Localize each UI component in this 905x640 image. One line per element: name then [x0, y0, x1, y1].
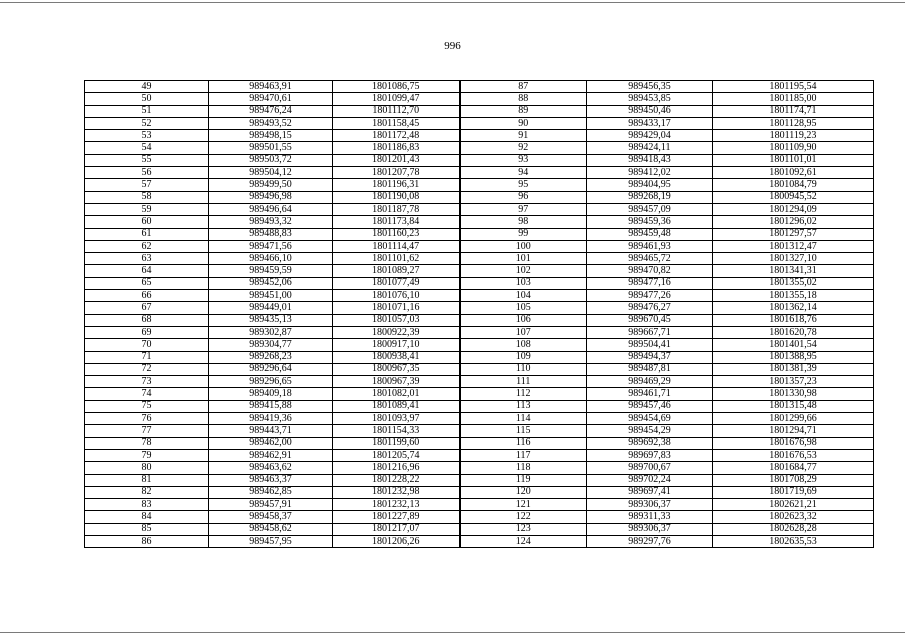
x-coordinate-cell: 989477,16 — [587, 277, 713, 289]
point-number-cell: 86 — [85, 535, 209, 547]
y-coordinate-cell: 1801195,54 — [713, 81, 874, 93]
point-number-cell: 63 — [85, 253, 209, 265]
x-coordinate-cell: 989461,93 — [587, 240, 713, 252]
y-coordinate-cell: 1802635,53 — [713, 535, 874, 547]
y-coordinate-cell: 1802628,28 — [713, 523, 874, 535]
x-coordinate-cell: 989296,65 — [209, 376, 333, 388]
table-row — [85, 81, 874, 93]
point-number-cell: 73 — [85, 376, 209, 388]
y-coordinate-cell: 1801201,43 — [333, 154, 460, 166]
y-coordinate-cell: 1800922,39 — [333, 326, 460, 338]
y-coordinate-cell: 1802623,32 — [713, 511, 874, 523]
point-number-cell: 81 — [85, 474, 209, 486]
x-coordinate-cell: 989692,38 — [587, 437, 713, 449]
x-coordinate-cell: 989462,91 — [209, 449, 333, 461]
x-coordinate-cell: 989470,61 — [209, 93, 333, 105]
y-coordinate-cell: 1801084,79 — [713, 179, 874, 191]
y-coordinate-cell: 1802621,21 — [713, 499, 874, 511]
x-coordinate-cell: 989494,37 — [587, 351, 713, 363]
y-coordinate-cell: 1801186,83 — [333, 142, 460, 154]
point-number-cell: 58 — [85, 191, 209, 203]
y-coordinate-cell: 1801160,23 — [333, 228, 460, 240]
table-row — [85, 290, 874, 302]
y-coordinate-cell: 1801173,84 — [333, 216, 460, 228]
x-coordinate-cell: 989700,67 — [587, 462, 713, 474]
point-number-cell: 51 — [85, 105, 209, 117]
table-row — [85, 228, 874, 240]
table-row — [85, 167, 874, 179]
point-number-cell: 105 — [460, 302, 587, 314]
point-number-cell: 103 — [460, 277, 587, 289]
table-row — [85, 216, 874, 228]
point-number-cell: 69 — [85, 326, 209, 338]
y-coordinate-cell: 1801355,02 — [713, 277, 874, 289]
x-coordinate-cell: 989457,46 — [587, 400, 713, 412]
x-coordinate-cell: 989499,50 — [209, 179, 333, 191]
y-coordinate-cell: 1801327,10 — [713, 253, 874, 265]
y-coordinate-cell: 1801294,71 — [713, 425, 874, 437]
point-number-cell: 68 — [85, 314, 209, 326]
y-coordinate-cell: 1801093,97 — [333, 413, 460, 425]
point-number-cell: 123 — [460, 523, 587, 535]
point-number-cell: 91 — [460, 130, 587, 142]
x-coordinate-cell: 989496,64 — [209, 203, 333, 215]
x-coordinate-cell: 989477,26 — [587, 290, 713, 302]
y-coordinate-cell: 1801092,61 — [713, 167, 874, 179]
x-coordinate-cell: 989493,32 — [209, 216, 333, 228]
x-coordinate-cell: 989504,12 — [209, 167, 333, 179]
x-coordinate-cell: 989670,45 — [587, 314, 713, 326]
y-coordinate-cell: 1800945,52 — [713, 191, 874, 203]
y-coordinate-cell: 1801216,96 — [333, 462, 460, 474]
point-number-cell: 55 — [85, 154, 209, 166]
point-number-cell: 100 — [460, 240, 587, 252]
y-coordinate-cell: 1801185,00 — [713, 93, 874, 105]
point-number-cell: 75 — [85, 400, 209, 412]
x-coordinate-cell: 989463,91 — [209, 81, 333, 93]
y-coordinate-cell: 1801388,95 — [713, 351, 874, 363]
x-coordinate-cell: 989503,72 — [209, 154, 333, 166]
x-coordinate-cell: 989412,02 — [587, 167, 713, 179]
point-number-cell: 102 — [460, 265, 587, 277]
table-row — [85, 486, 874, 498]
x-coordinate-cell: 989454,69 — [587, 413, 713, 425]
point-number-cell: 65 — [85, 277, 209, 289]
x-coordinate-cell: 989311,33 — [587, 511, 713, 523]
y-coordinate-cell: 1801205,74 — [333, 449, 460, 461]
x-coordinate-cell: 989268,19 — [587, 191, 713, 203]
point-number-cell: 96 — [460, 191, 587, 203]
y-coordinate-cell: 1801296,02 — [713, 216, 874, 228]
point-number-cell: 95 — [460, 179, 587, 191]
point-number-cell: 119 — [460, 474, 587, 486]
table-row — [85, 437, 874, 449]
point-number-cell: 74 — [85, 388, 209, 400]
point-number-cell: 72 — [85, 363, 209, 375]
point-number-cell: 93 — [460, 154, 587, 166]
x-coordinate-cell: 989453,85 — [587, 93, 713, 105]
y-coordinate-cell: 1801190,08 — [333, 191, 460, 203]
y-coordinate-cell: 1801089,27 — [333, 265, 460, 277]
page-number: 996 — [444, 40, 461, 52]
x-coordinate-cell: 989462,85 — [209, 486, 333, 498]
table-row — [85, 154, 874, 166]
x-coordinate-cell: 989419,36 — [209, 413, 333, 425]
y-coordinate-cell: 1801128,95 — [713, 117, 874, 129]
point-number-cell: 104 — [460, 290, 587, 302]
x-coordinate-cell: 989435,13 — [209, 314, 333, 326]
y-coordinate-cell: 1801294,09 — [713, 203, 874, 215]
x-coordinate-cell: 989667,71 — [587, 326, 713, 338]
y-coordinate-cell: 1801154,33 — [333, 425, 460, 437]
table-row — [85, 425, 874, 437]
point-number-cell: 94 — [460, 167, 587, 179]
y-coordinate-cell: 1801114,47 — [333, 240, 460, 252]
table-row — [85, 462, 874, 474]
table-row — [85, 363, 874, 375]
y-coordinate-cell: 1801708,29 — [713, 474, 874, 486]
table-row — [85, 130, 874, 142]
table-row — [85, 474, 874, 486]
table-row — [85, 339, 874, 351]
x-coordinate-cell: 989452,06 — [209, 277, 333, 289]
point-number-cell: 117 — [460, 449, 587, 461]
table-row — [85, 535, 874, 547]
table-row — [85, 142, 874, 154]
point-number-cell: 70 — [85, 339, 209, 351]
y-coordinate-cell: 1801227,89 — [333, 511, 460, 523]
point-number-cell: 97 — [460, 203, 587, 215]
x-coordinate-cell: 989302,87 — [209, 326, 333, 338]
y-coordinate-cell: 1801057,03 — [333, 314, 460, 326]
x-coordinate-cell: 989457,95 — [209, 535, 333, 547]
x-coordinate-cell: 989451,00 — [209, 290, 333, 302]
x-coordinate-cell: 989268,23 — [209, 351, 333, 363]
x-coordinate-cell: 989457,91 — [209, 499, 333, 511]
x-coordinate-cell: 989702,24 — [587, 474, 713, 486]
y-coordinate-cell: 1801232,13 — [333, 499, 460, 511]
x-coordinate-cell: 989404,95 — [587, 179, 713, 191]
y-coordinate-cell: 1801207,78 — [333, 167, 460, 179]
point-number-cell: 98 — [460, 216, 587, 228]
y-coordinate-cell: 1800967,39 — [333, 376, 460, 388]
point-number-cell: 118 — [460, 462, 587, 474]
y-coordinate-cell: 1801174,71 — [713, 105, 874, 117]
y-coordinate-cell: 1800917,10 — [333, 339, 460, 351]
point-number-cell: 77 — [85, 425, 209, 437]
x-coordinate-cell: 989459,48 — [587, 228, 713, 240]
point-number-cell: 85 — [85, 523, 209, 535]
x-coordinate-cell: 989476,24 — [209, 105, 333, 117]
x-coordinate-cell: 989469,29 — [587, 376, 713, 388]
y-coordinate-cell: 1801199,60 — [333, 437, 460, 449]
table-row — [85, 179, 874, 191]
x-coordinate-cell: 989424,11 — [587, 142, 713, 154]
point-number-cell: 115 — [460, 425, 587, 437]
point-number-cell: 107 — [460, 326, 587, 338]
table-row — [85, 499, 874, 511]
table-row — [85, 240, 874, 252]
y-coordinate-cell: 1801315,48 — [713, 400, 874, 412]
y-coordinate-cell: 1801172,48 — [333, 130, 460, 142]
y-coordinate-cell: 1801228,22 — [333, 474, 460, 486]
table-row — [85, 511, 874, 523]
point-number-cell: 124 — [460, 535, 587, 547]
page-top-edge — [0, 2, 905, 3]
x-coordinate-cell: 989454,29 — [587, 425, 713, 437]
y-coordinate-cell: 1801232,98 — [333, 486, 460, 498]
x-coordinate-cell: 989465,72 — [587, 253, 713, 265]
point-number-cell: 52 — [85, 117, 209, 129]
point-number-cell: 71 — [85, 351, 209, 363]
point-number-cell: 53 — [85, 130, 209, 142]
y-coordinate-cell: 1801076,10 — [333, 290, 460, 302]
point-number-cell: 66 — [85, 290, 209, 302]
point-number-cell: 121 — [460, 499, 587, 511]
point-number-cell: 82 — [85, 486, 209, 498]
x-coordinate-cell: 989456,35 — [587, 81, 713, 93]
x-coordinate-cell: 989429,04 — [587, 130, 713, 142]
table-row — [85, 351, 874, 363]
point-number-cell: 59 — [85, 203, 209, 215]
point-number-cell: 108 — [460, 339, 587, 351]
point-number-cell: 89 — [460, 105, 587, 117]
x-coordinate-cell: 989493,52 — [209, 117, 333, 129]
x-coordinate-cell: 989449,01 — [209, 302, 333, 314]
table-row — [85, 117, 874, 129]
y-coordinate-cell: 1801299,66 — [713, 413, 874, 425]
x-coordinate-cell: 989498,15 — [209, 130, 333, 142]
point-number-cell: 99 — [460, 228, 587, 240]
y-coordinate-cell: 1801112,70 — [333, 105, 460, 117]
x-coordinate-cell: 989462,00 — [209, 437, 333, 449]
point-number-cell: 80 — [85, 462, 209, 474]
point-number-cell: 90 — [460, 117, 587, 129]
table-row — [85, 314, 874, 326]
y-coordinate-cell: 1801086,75 — [333, 81, 460, 93]
table-row — [85, 413, 874, 425]
y-coordinate-cell: 1801082,01 — [333, 388, 460, 400]
point-number-cell: 101 — [460, 253, 587, 265]
x-coordinate-cell: 989443,71 — [209, 425, 333, 437]
x-coordinate-cell: 989463,37 — [209, 474, 333, 486]
coordinates-table — [84, 80, 874, 548]
y-coordinate-cell: 1801077,49 — [333, 277, 460, 289]
x-coordinate-cell: 989415,88 — [209, 400, 333, 412]
y-coordinate-cell: 1801297,57 — [713, 228, 874, 240]
y-coordinate-cell: 1801341,31 — [713, 265, 874, 277]
x-coordinate-cell: 989297,76 — [587, 535, 713, 547]
y-coordinate-cell: 1801206,26 — [333, 535, 460, 547]
y-coordinate-cell: 1801381,39 — [713, 363, 874, 375]
y-coordinate-cell: 1801401,54 — [713, 339, 874, 351]
point-number-cell: 83 — [85, 499, 209, 511]
table-row — [85, 277, 874, 289]
table-row — [85, 449, 874, 461]
point-number-cell: 49 — [85, 81, 209, 93]
point-number-cell: 122 — [460, 511, 587, 523]
point-number-cell: 62 — [85, 240, 209, 252]
table-row — [85, 93, 874, 105]
point-number-cell: 111 — [460, 376, 587, 388]
y-coordinate-cell: 1801684,77 — [713, 462, 874, 474]
x-coordinate-cell: 989457,09 — [587, 203, 713, 215]
y-coordinate-cell: 1801071,16 — [333, 302, 460, 314]
x-coordinate-cell: 989433,17 — [587, 117, 713, 129]
y-coordinate-cell: 1801217,07 — [333, 523, 460, 535]
y-coordinate-cell: 1801101,01 — [713, 154, 874, 166]
point-number-cell: 109 — [460, 351, 587, 363]
point-number-cell: 79 — [85, 449, 209, 461]
x-coordinate-cell: 989476,27 — [587, 302, 713, 314]
x-coordinate-cell: 989458,37 — [209, 511, 333, 523]
table-row — [85, 265, 874, 277]
point-number-cell: 120 — [460, 486, 587, 498]
x-coordinate-cell: 989463,62 — [209, 462, 333, 474]
point-number-cell: 76 — [85, 413, 209, 425]
y-coordinate-cell: 1801719,69 — [713, 486, 874, 498]
table-row — [85, 191, 874, 203]
x-coordinate-cell: 989466,10 — [209, 253, 333, 265]
point-number-cell: 92 — [460, 142, 587, 154]
y-coordinate-cell: 1801101,62 — [333, 253, 460, 265]
x-coordinate-cell: 989304,77 — [209, 339, 333, 351]
point-number-cell: 54 — [85, 142, 209, 154]
point-number-cell: 60 — [85, 216, 209, 228]
table-row — [85, 523, 874, 535]
y-coordinate-cell: 1800938,41 — [333, 351, 460, 363]
x-coordinate-cell: 989306,37 — [587, 523, 713, 535]
table-row — [85, 388, 874, 400]
x-coordinate-cell: 989418,43 — [587, 154, 713, 166]
table-row — [85, 326, 874, 338]
x-coordinate-cell: 989459,36 — [587, 216, 713, 228]
point-number-cell: 116 — [460, 437, 587, 449]
point-number-cell: 112 — [460, 388, 587, 400]
point-number-cell: 61 — [85, 228, 209, 240]
y-coordinate-cell: 1801187,78 — [333, 203, 460, 215]
point-number-cell: 84 — [85, 511, 209, 523]
y-coordinate-cell: 1801620,78 — [713, 326, 874, 338]
table-row — [85, 302, 874, 314]
x-coordinate-cell: 989459,59 — [209, 265, 333, 277]
y-coordinate-cell: 1801196,31 — [333, 179, 460, 191]
point-number-cell: 110 — [460, 363, 587, 375]
y-coordinate-cell: 1801089,41 — [333, 400, 460, 412]
x-coordinate-cell: 989306,37 — [587, 499, 713, 511]
x-coordinate-cell: 989461,71 — [587, 388, 713, 400]
coordinates-table-body — [85, 81, 874, 548]
point-number-cell: 67 — [85, 302, 209, 314]
point-number-cell: 78 — [85, 437, 209, 449]
y-coordinate-cell: 1801099,47 — [333, 93, 460, 105]
x-coordinate-cell: 989488,83 — [209, 228, 333, 240]
point-number-cell: 56 — [85, 167, 209, 179]
point-number-cell: 88 — [460, 93, 587, 105]
point-number-cell: 113 — [460, 400, 587, 412]
x-coordinate-cell: 989296,64 — [209, 363, 333, 375]
x-coordinate-cell: 989487,81 — [587, 363, 713, 375]
x-coordinate-cell: 989471,56 — [209, 240, 333, 252]
y-coordinate-cell: 1801357,23 — [713, 376, 874, 388]
x-coordinate-cell: 989697,41 — [587, 486, 713, 498]
y-coordinate-cell: 1801119,23 — [713, 130, 874, 142]
point-number-cell: 87 — [460, 81, 587, 93]
point-number-cell: 114 — [460, 413, 587, 425]
y-coordinate-cell: 1801355,18 — [713, 290, 874, 302]
point-number-cell: 57 — [85, 179, 209, 191]
table-row — [85, 376, 874, 388]
x-coordinate-cell: 989496,98 — [209, 191, 333, 203]
x-coordinate-cell: 989504,41 — [587, 339, 713, 351]
table-row — [85, 400, 874, 412]
y-coordinate-cell: 1801109,90 — [713, 142, 874, 154]
page-bottom-edge — [0, 632, 905, 633]
point-number-cell: 50 — [85, 93, 209, 105]
x-coordinate-cell: 989450,46 — [587, 105, 713, 117]
y-coordinate-cell: 1801158,45 — [333, 117, 460, 129]
x-coordinate-cell: 989409,18 — [209, 388, 333, 400]
y-coordinate-cell: 1800967,35 — [333, 363, 460, 375]
x-coordinate-cell: 989697,83 — [587, 449, 713, 461]
y-coordinate-cell: 1801330,98 — [713, 388, 874, 400]
point-number-cell: 64 — [85, 265, 209, 277]
x-coordinate-cell: 989470,82 — [587, 265, 713, 277]
table-row — [85, 203, 874, 215]
y-coordinate-cell: 1801676,53 — [713, 449, 874, 461]
y-coordinate-cell: 1801676,98 — [713, 437, 874, 449]
table-row — [85, 253, 874, 265]
point-number-cell: 106 — [460, 314, 587, 326]
y-coordinate-cell: 1801618,76 — [713, 314, 874, 326]
x-coordinate-cell: 989501,55 — [209, 142, 333, 154]
table-row — [85, 105, 874, 117]
y-coordinate-cell: 1801362,14 — [713, 302, 874, 314]
y-coordinate-cell: 1801312,47 — [713, 240, 874, 252]
x-coordinate-cell: 989458,62 — [209, 523, 333, 535]
